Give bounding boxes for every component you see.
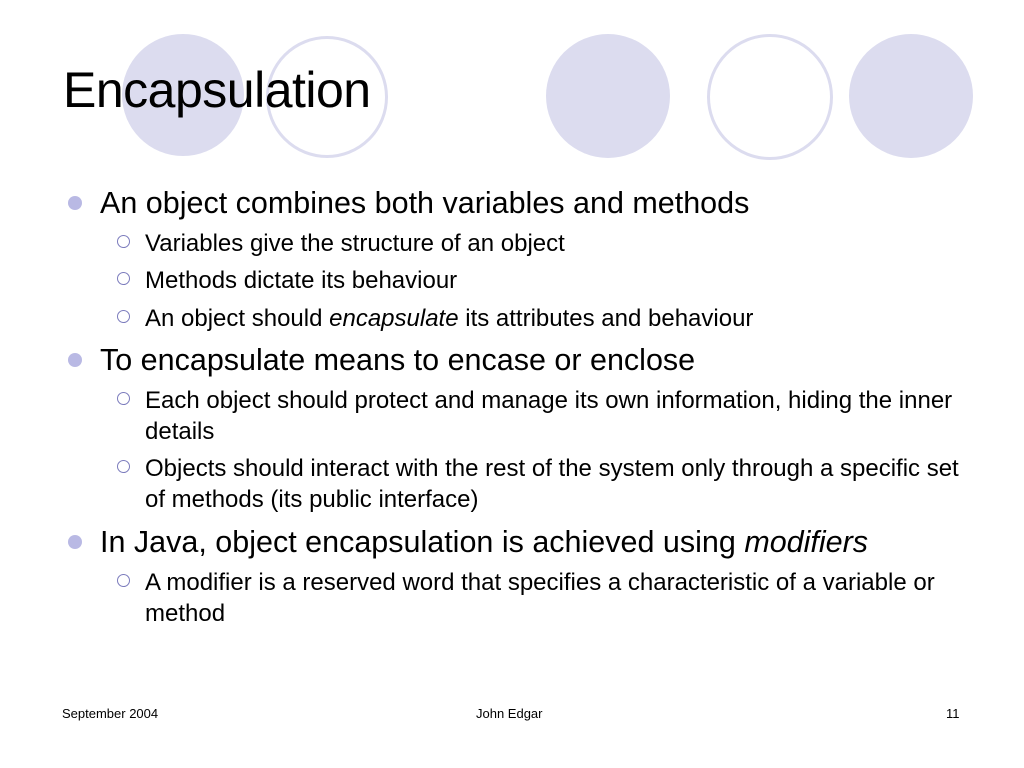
footer-author: John Edgar bbox=[476, 706, 543, 721]
sub-bullet-text: Objects should interact with the rest of the system only through a specific set of methods (its public interface) bbox=[145, 455, 959, 513]
bullet-icon bbox=[68, 196, 82, 210]
hollow-bullet-icon bbox=[117, 235, 130, 248]
sub-bullet-text: Each object should protect and manage its own information, hiding the inner details bbox=[145, 387, 953, 445]
hollow-bullet-icon bbox=[117, 460, 130, 473]
sub-bullet-item bbox=[145, 567, 975, 629]
sub-bullet-text-start: An object should bbox=[145, 305, 330, 332]
hollow-bullet-icon bbox=[117, 272, 130, 285]
sub-bullet-text-end: its attributes and behaviour bbox=[458, 305, 754, 332]
hollow-bullet-icon bbox=[117, 310, 130, 323]
page-number: 11 bbox=[946, 706, 960, 721]
decorative-circle bbox=[546, 34, 670, 158]
sub-bullet-item bbox=[145, 453, 975, 515]
bullet-item bbox=[100, 343, 1000, 377]
sub-bullet-item bbox=[145, 265, 975, 296]
emphasized-term: modifiers bbox=[744, 525, 869, 559]
sub-bullet-text: Variables give the structure of an object bbox=[145, 230, 565, 257]
sub-bullet-text: Methods dictate its behaviour bbox=[145, 267, 458, 294]
hollow-bullet-icon bbox=[117, 392, 130, 405]
sub-bullet-item bbox=[145, 228, 975, 259]
bullet-item bbox=[100, 186, 1000, 220]
sub-bullet-text: A modifier is a reserved word that specifies a characteristic of a variable or method bbox=[145, 569, 935, 627]
emphasized-term: encapsulate bbox=[329, 305, 459, 332]
sub-bullet-item bbox=[145, 385, 975, 447]
bullet-item bbox=[100, 525, 1000, 559]
decorative-ring bbox=[707, 34, 833, 160]
bullet-text: To encapsulate means to encase or enclose bbox=[100, 343, 696, 377]
bullet-icon bbox=[68, 353, 82, 367]
footer-date: September 2004 bbox=[62, 706, 159, 721]
bullet-icon bbox=[68, 535, 82, 549]
decorative-circle bbox=[849, 34, 973, 158]
hollow-bullet-icon bbox=[117, 574, 130, 587]
sub-bullet-item bbox=[145, 303, 975, 334]
slide-title: Encapsulation bbox=[63, 62, 371, 118]
bullet-text: An object combines both variables and methods bbox=[100, 186, 750, 220]
bullet-text: In Java, object encapsulation is achieved using bbox=[100, 525, 745, 559]
